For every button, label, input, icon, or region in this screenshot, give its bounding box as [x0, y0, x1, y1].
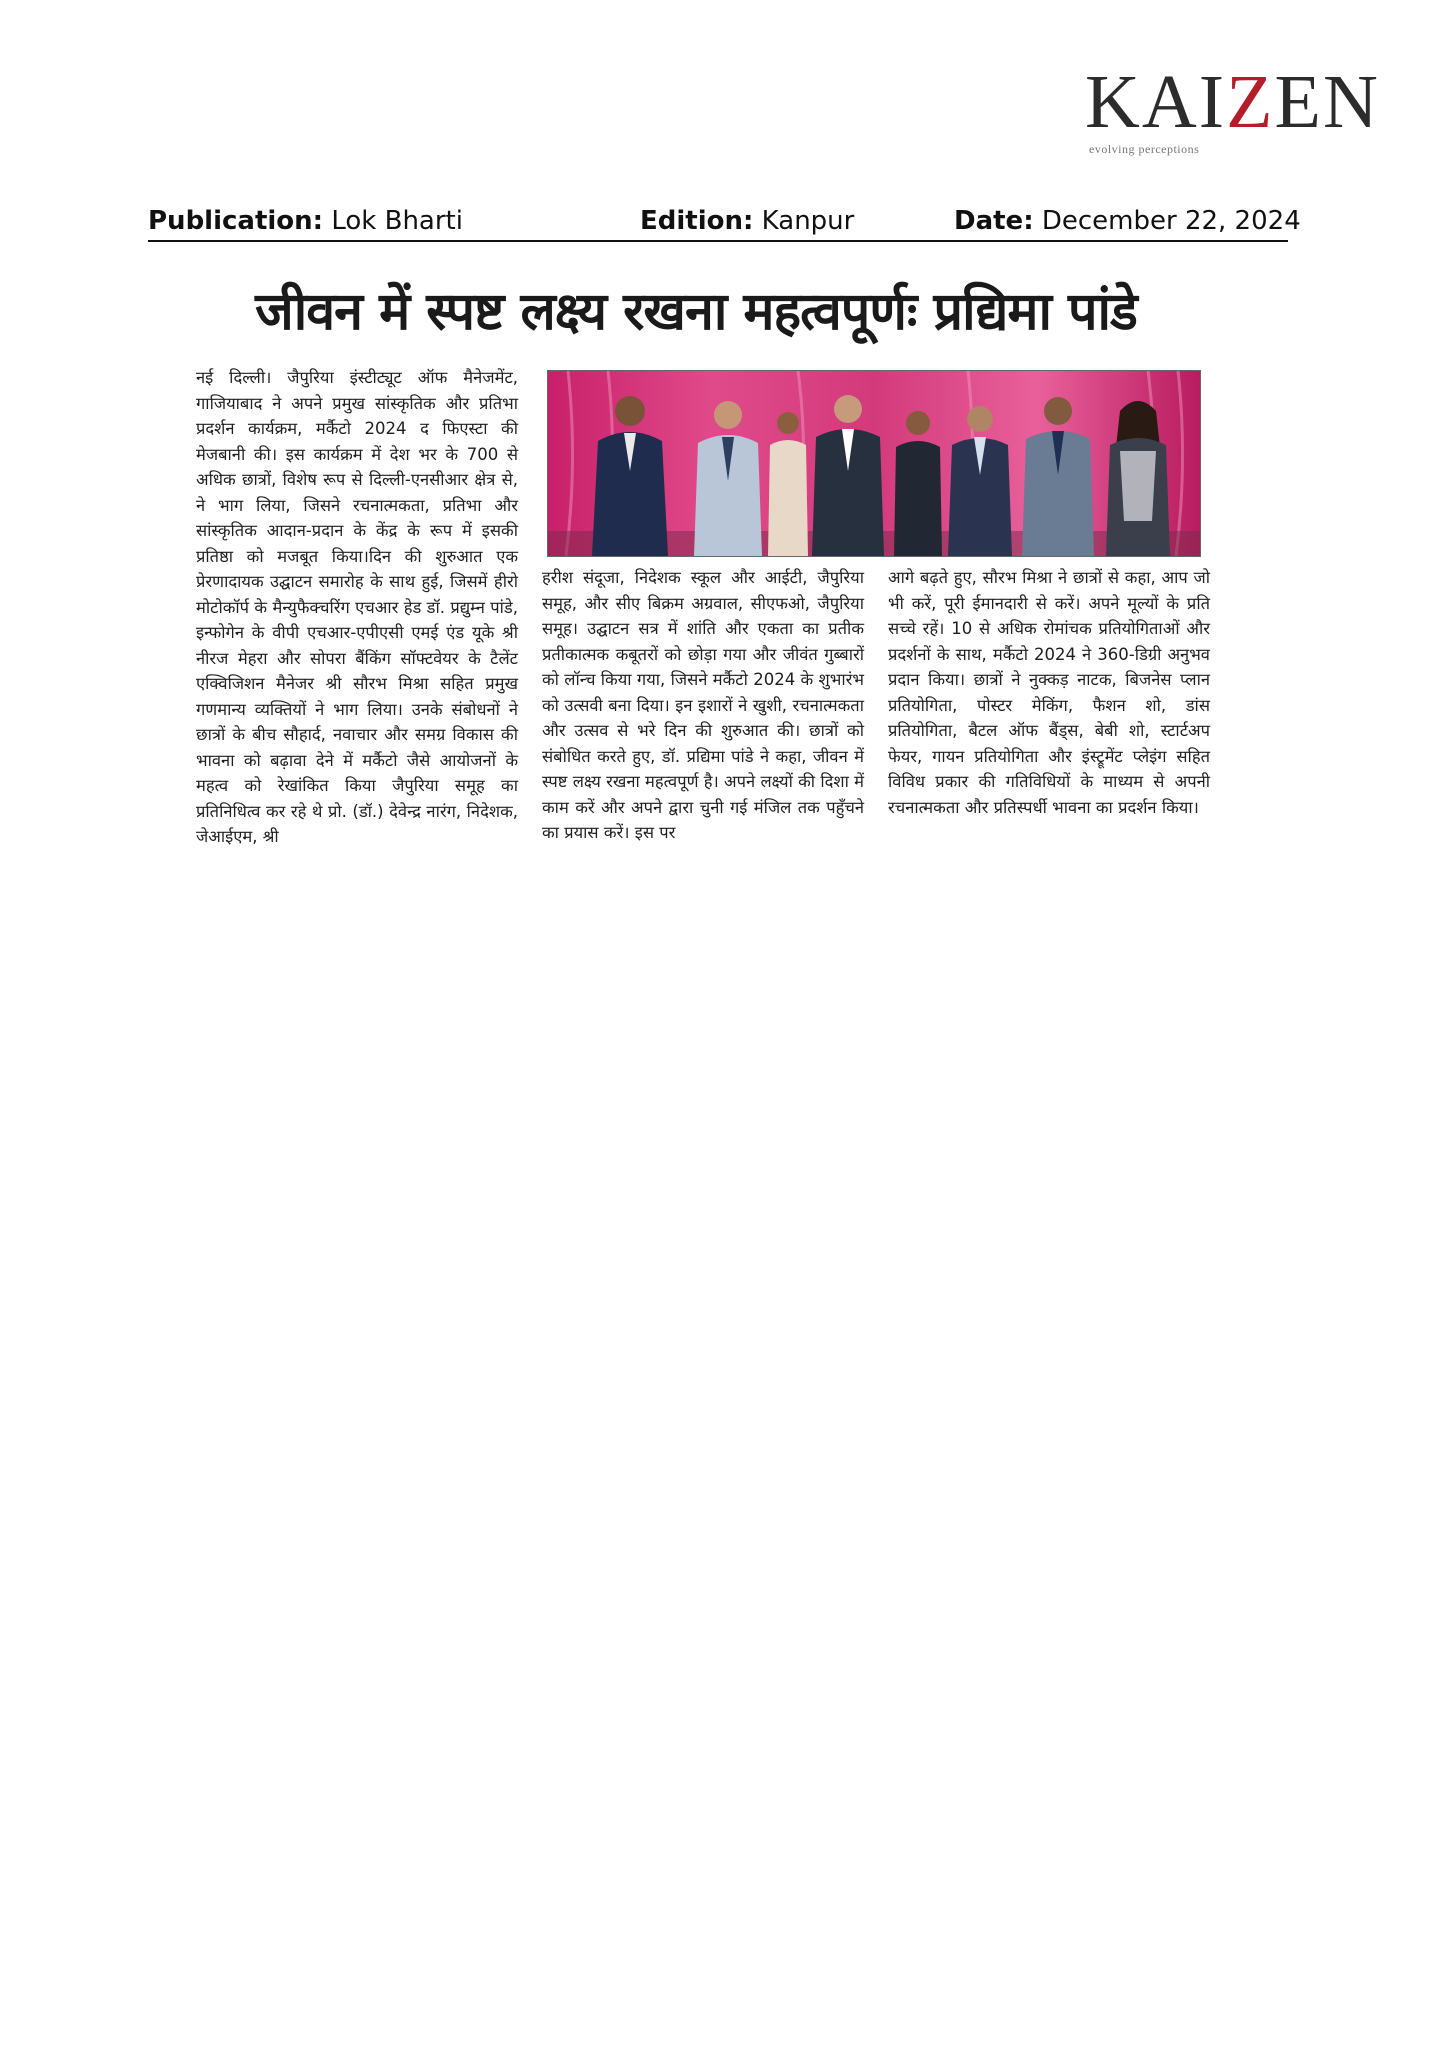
kaizen-logo [1085, 48, 1385, 158]
newspaper-clipping [176, 275, 1212, 911]
event-photo [547, 370, 1201, 557]
logo-wordmark: KAIZEN [1085, 60, 1380, 144]
article-column-2: हरीश संदूजा, निदेशक स्कूल और आईटी, जैपुरिया समूह, और सीए बिक्रम अग्रवाल, सीएफओ, जैपुरिया समूह। उद्घाटन सत्र में शांति और एकता का प्रतीक प्रतीकात्मक कबूतरों को छोड़ा गया और जीवंत गुब्बारों को लॉन्च किया गया, जिसने मर्कैटो 2024 के शुभारंभ को उत्सवी बना दिया। इन इशारों ने खुशी, रचनात्मकता और उत्सव से भरे दिन की शुरुआत की। छात्रों को संबोधित करते हुए, डॉ. प्रद्यिमा पांडे ने कहा, जीवन में स्पष्ट लक्ष्य रखना महत्वपूर्ण है। अपने लक्ष्यों की दिशा में काम करें और अपने द्वारा चुनी गई मंजिल तक पहुँचने का प्रयास करें। इस पर [542, 568, 864, 842]
article-column-3: आगे बढ़ते हुए, सौरभ मिश्रा ने छात्रों से कहा, आप जो भी करें, पूरी ईमानदारी से करें। अपने मूल्यों के प्रति सच्चे रहें। 10 से अधिक रोमांचक प्रतियोगिताओं और प्रदर्शनों के साथ, मर्कैटो 2024 ने 360-डिग्री अनुभव प्रदान किया। छात्रों ने नुक्कड़ नाटक, बिजनेस प्लान प्रतियोगिता, पोस्टर मेकिंग, फैशन शो, डांस प्रतियोगिता, बैटल ऑफ बैंड्स, बेबी शो, स्टार्टअप फेयर, गायन प्रतियोगिता और इंस्ट्रूमेंट प्लेइंग सहित विविध प्रकार की गतिविधियों के माध्यम से अपनी रचनात्मकता और प्रतिस्पर्धी भावना का प्रदर्शन किया। [888, 568, 1210, 817]
publication-info: Publication: Lok Bharti [148, 206, 463, 236]
edition-info: Edition: Kanpur [640, 206, 855, 236]
logo-tagline: evolving perceptions [1089, 142, 1200, 156]
article-column-1: नई दिल्ली। जैपुरिया इंस्टीट्यूट ऑफ मैनेजमेंट, गाजियाबाद ने अपने प्रमुख सांस्कृतिक और प्रतिभा प्रदर्शन कार्यक्रम, मर्कैटो 2024 द फिएस्टा की मेजबानी की। इस कार्यक्रम में देश भर के 700 से अधिक छात्रों, विशेष रूप से दिल्ली-एनसीआर क्षेत्र से, ने भाग लिया, जिसने रचनात्मकता, प्रतिभा और सांस्कृतिक आदान-प्रदान के केंद्र के रूप में इसकी प्रतिष्ठा को मजबूत किया।दिन की शुरुआत एक प्रेरणादायक उद्घाटन समारोह के साथ हुई, जिसमें हीरो मोटोकॉर्प के मैन्युफैक्चरिंग एचआर हेड डॉ. प्रद्युम्न पांडे, इन्फोगेन के वीपी एचआर-एपीएसी एमई एंड यूके श्री नीरज मेहरा और सोपरा बैंकिंग सॉफ्टवेयर के टैलेंट एक्विजिशन मैनेजर श्री सौरभ मिश्रा सहित प्रमुख गणमान्य व्यक्तियों ने भाग लिया। उनके संबोधनों ने छात्रों के बीच सौहार्द, नवाचार और समग्र विकास की भावना को बढ़ावा देने में मर्कैटो जैसे आयोजनों के महत्व को रेखांकित किया जैपुरिया समूह का प्रतिनिधित्व कर रहे थे प्रो. (डॉ.) देवेन्द्र नारंग, निदेशक, जेआईएम, श्री [196, 368, 518, 846]
article-headline: जीवन में स्पष्ट लक्ष्य रखना महत्वपूर्णः प्रद्यिमा पांडे [255, 282, 1137, 342]
date-info: Date: December 22, 2024 [954, 206, 1301, 236]
publication-bar [148, 204, 1301, 242]
